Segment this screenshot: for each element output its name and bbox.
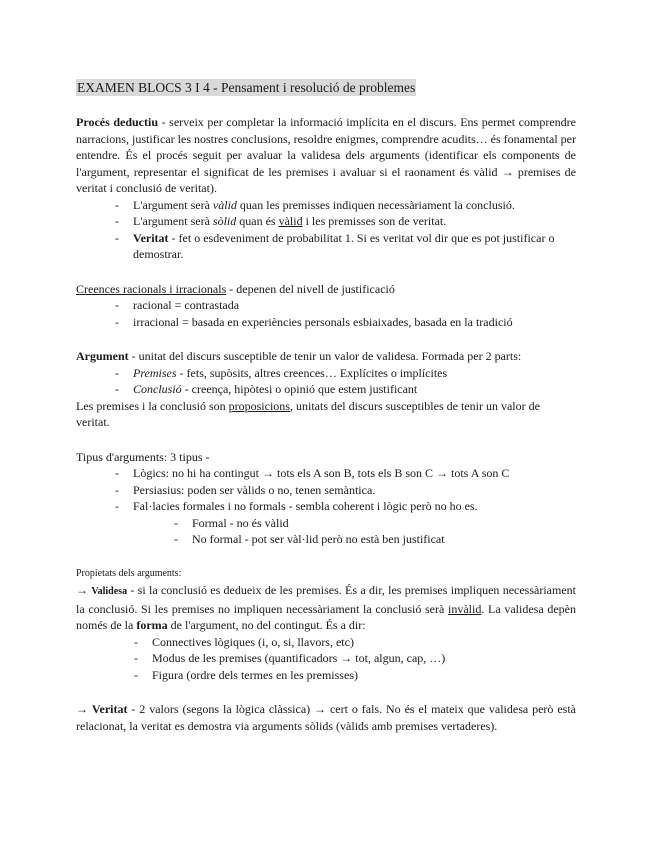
- arrow-icon: →: [76, 702, 92, 716]
- after-pre: Les premises i la conclusió son: [76, 398, 229, 413]
- validesa-paragraph: [76, 582, 576, 634]
- arrow-icon: →: [76, 583, 92, 597]
- proces-term: Procés deductiu: [76, 115, 159, 129]
- conclusio-text: - creença, hipòtesi o opinió que estem justificant: [181, 382, 418, 396]
- list-item: [116, 213, 576, 230]
- veritat-text: - 2 valors (segons la lògica clàssica) → cert o fals. No és el mateix que validesa però està relacionat, la veritat es demostra via arguments sòlids (vàlids amb premises vertaderes).: [76, 702, 577, 733]
- list-item: - No formal - pot ser vàl·lid però no està ben justificat: [174, 531, 576, 548]
- list-item: - Figura (ordre dels termes en les premisses): [135, 667, 576, 684]
- page-title: EXAMEN BLOCS 3 I 4 - Pensament i resolució de problemes: [77, 80, 416, 95]
- conclusio-term: Conclusió: [133, 382, 182, 396]
- validesa-text3: de l'argument, no del contingut. És a dir:: [167, 618, 366, 632]
- b2-post: i les premisses son de veritat.: [302, 214, 447, 228]
- list-item: - racional = contrastada: [116, 297, 576, 314]
- list-item: [116, 365, 576, 382]
- list-item: [116, 498, 576, 548]
- tipus-heading: Tipus d'arguments: 3 tipus -: [76, 449, 210, 464]
- after-post: , unitats del discurs susceptibles de tenir un valor de veritat.: [76, 398, 540, 429]
- proces-list: [76, 197, 576, 263]
- list-item: - Formal - no és vàlid: [174, 515, 576, 532]
- b2-pre: L'argument serà: [133, 214, 213, 228]
- fallacies-text: Fal·lacies formales i no formals - sembla coherent i lògic però no ho es.: [133, 499, 478, 513]
- invalid-underlined: invàlid: [448, 601, 482, 616]
- creences-list: [76, 297, 576, 330]
- forma-term: forma: [136, 618, 168, 632]
- list-item: - irracional = basada en experiències personals esbiaixades, basada en la tradició: [116, 314, 576, 331]
- propietats-list: [76, 634, 576, 684]
- validesa-text2: . La validesa depèn només de la: [76, 601, 576, 632]
- creences-heading-rest: - depenen del nivell de justificació: [226, 281, 395, 296]
- b2-underlined: vàlid: [278, 214, 303, 228]
- veritat-heading: Veritat: [91, 702, 128, 716]
- list-item: [116, 197, 576, 214]
- validesa-text1: - si la conclusió es dedueix de les premises. És a dir, les premises impliquen necessàriament la conclusió. Si les premises no impliquen necessàriament la conclusió serà: [76, 583, 576, 616]
- premises-text: - fets, supòsits, altres creences… Explícites o implícites: [176, 365, 448, 380]
- veritat-paragraph: [76, 701, 576, 734]
- section-veritat: [76, 701, 576, 734]
- b2-em: sòlid: [212, 214, 237, 228]
- list-item: - Lògics: no hi ha contingut → tots els A son B, tots els B son C → tots A son C: [116, 465, 576, 482]
- b1-post: quan les premisses indiquen necessàriament la conclusió.: [236, 197, 515, 212]
- proces-paragraph: [76, 114, 576, 197]
- argument-paragraph: [76, 348, 576, 365]
- argument-after: [76, 398, 576, 431]
- creences-heading: Creences racionals i irracionals: [76, 281, 227, 296]
- premises-term: Premises: [133, 365, 177, 380]
- argument-text: - unitat del discurs susceptible de tenir un valor de validesa. Formada per 2 parts:: [128, 349, 522, 363]
- section-tipus: [76, 449, 576, 548]
- b2-mid: quan és: [236, 214, 279, 228]
- validesa-term: Validesa: [91, 586, 128, 597]
- list-item: [116, 230, 576, 263]
- section-creences: [76, 281, 576, 331]
- b1-pre: L'argument serà: [133, 197, 213, 212]
- veritat-def: - fet o esdeveniment de probabilitat 1. Si es veritat vol dir que es pot justificar o demostrar.: [133, 230, 555, 261]
- fallacies-sublist: [133, 515, 576, 548]
- section-proces-deductiu: [76, 114, 576, 263]
- section-argument: [76, 348, 576, 431]
- section-propietats: [76, 566, 576, 684]
- proces-text: - serveix per completar la informació implícita en el discurs. Ens permet comprendre narracions, justificar les nostres conclusions, resoldre enigmes, comprendre acudits… és fonamental per entendre. És el procés seguit per avaluar la validesa dels arguments (identificar els components de l'argument, representar el significat de les premises i avaluar si el raonament és vàlid → premises de veritat i conclusió de veritat).: [76, 115, 576, 195]
- list-item: - Persiasius: poden ser vàlids o no, tenen semàntica.: [116, 482, 576, 499]
- propietats-heading: Propietats dels arguments:: [76, 567, 182, 579]
- creences-heading-line: [76, 281, 576, 298]
- list-item: - Modus de les premises (quantificadors → tot, algun, cap, …): [135, 650, 576, 667]
- b1-em: vàlid: [212, 197, 237, 212]
- list-item: - Connectives lògiques (i, o, si, llavors, etc): [135, 634, 576, 651]
- veritat-term: Veritat: [133, 230, 169, 245]
- document-content: [76, 79, 576, 752]
- tipus-list: [76, 465, 576, 548]
- argument-term: Argument: [76, 349, 129, 363]
- argument-list: [76, 365, 576, 398]
- list-item: [116, 381, 576, 398]
- after-underlined: proposicions: [228, 398, 290, 413]
